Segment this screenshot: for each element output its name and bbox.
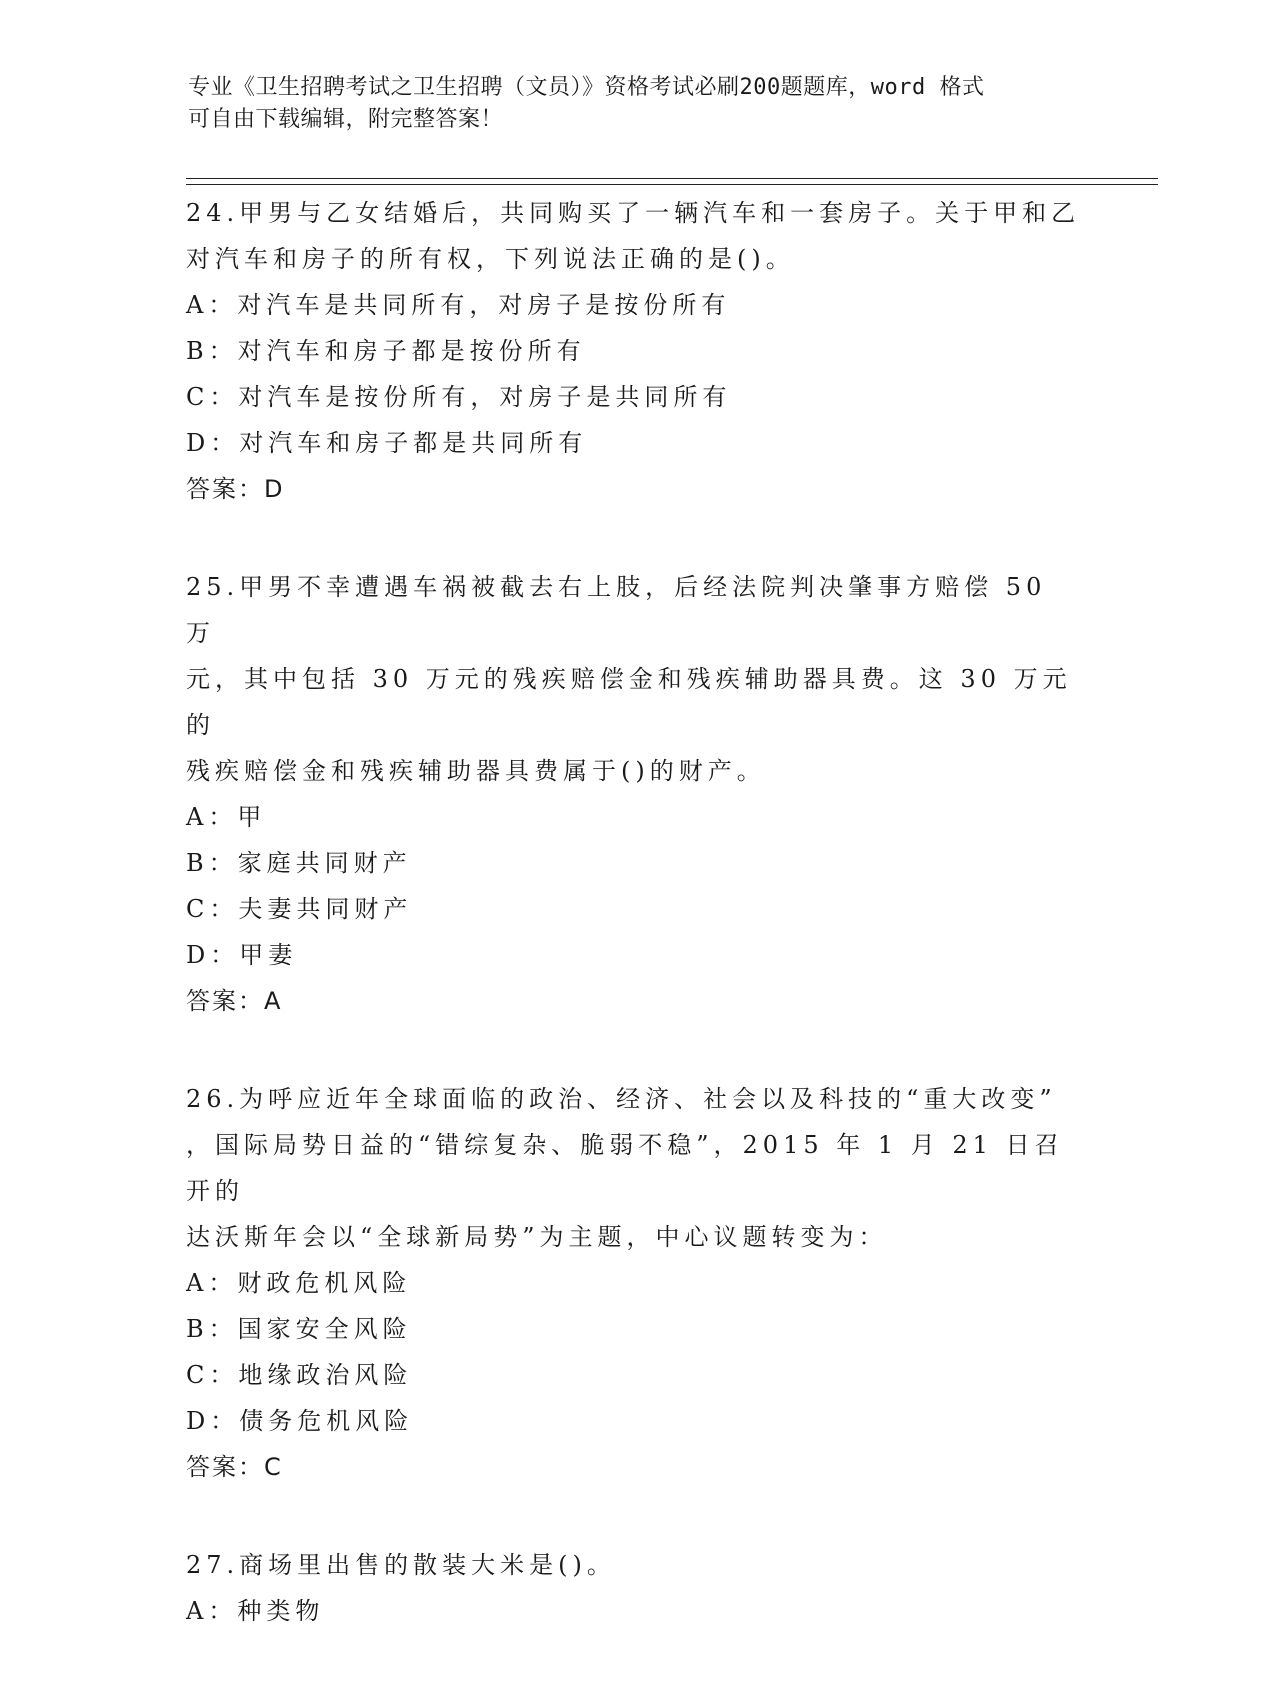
option-c: C：对汽车是按份所有，对房子是共同所有 (186, 383, 732, 411)
question-item (186, 1542, 1086, 1634)
option-a: A：甲 (186, 803, 267, 831)
option-c: C：夫妻共同财产 (186, 895, 413, 923)
option-d: D：甲妻 (186, 941, 298, 969)
option-c: C：地缘政治风险 (186, 1361, 413, 1389)
answer-label: 答案：C (186, 1453, 283, 1481)
question-stem-line: 24.甲男与乙女结婚后，共同购买了一辆汽车和一套房子。关于甲和乙 (186, 199, 1081, 227)
question-stem-line: 25.甲男不幸遭遇车祸被截去右上肢，后经法院判决肇事方赔偿 50 万 (186, 573, 1047, 647)
question-stem-line: 对汽车和房子的所有权，下列说法正确的是()。 (186, 245, 795, 273)
question-stem-line: 26.为呼应近年全球面临的政治、经济、社会以及科技的“重大改变” (186, 1085, 1057, 1113)
question-item (186, 190, 1086, 512)
option-b: B：对汽车和房子都是按份所有 (186, 337, 586, 365)
option-a: A：财政危机风险 (186, 1269, 412, 1297)
question-list (186, 190, 1086, 1686)
question-stem-line: 达沃斯年会以“全球新局势”为主题，中心议题转变为： (186, 1223, 888, 1251)
option-a: A：种类物 (186, 1597, 325, 1625)
question-item (186, 564, 1086, 1024)
option-b: B：国家安全风险 (186, 1315, 412, 1343)
header-line-1: 专业《卫生招聘考试之卫生招聘（文员）》资格考试必刷200题题库，word 格式 (188, 75, 985, 100)
answer-label: 答案：A (186, 987, 283, 1015)
option-d: D：债务危机风险 (186, 1407, 414, 1435)
option-a: A：对汽车是共同所有，对房子是按份所有 (186, 291, 731, 319)
answer-label: 答案：D (186, 475, 285, 503)
option-d: D：对汽车和房子都是共同所有 (186, 429, 588, 457)
document-header (188, 72, 1088, 136)
question-stem-line: ，国际局势日益的“错综复杂、脆弱不稳”，2015 年 1 月 21 日召开的 (186, 1131, 1064, 1205)
question-stem-line: 残疾赔偿金和残疾辅助器具费属于()的财产。 (186, 757, 766, 785)
header-divider-bottom (186, 184, 1158, 185)
question-item (186, 1076, 1086, 1490)
question-stem-line: 27.商场里出售的散装大米是()。 (186, 1551, 616, 1579)
question-stem-line: 元，其中包括 30 万元的残疾赔偿金和残疾辅助器具费。这 30 万元的 (186, 665, 1072, 739)
option-b: B：家庭共同财产 (186, 849, 412, 877)
header-divider-top (186, 178, 1158, 179)
header-line-2: 可自由下载编辑，附完整答案！ (188, 107, 504, 132)
